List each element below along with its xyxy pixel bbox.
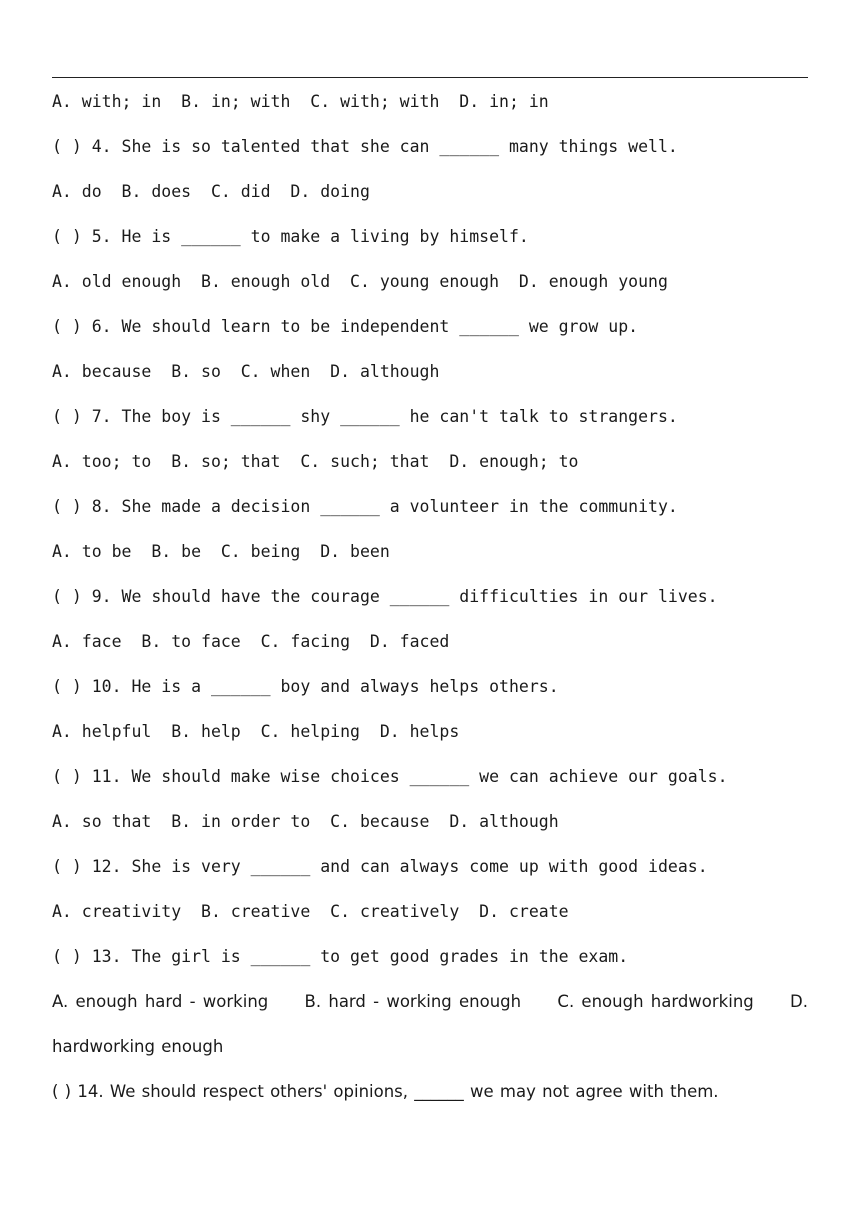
q13-option-d-label: D. xyxy=(790,992,808,1011)
q11-question: ( ) 11. We should make wise choices ______ we can achieve our goals. xyxy=(52,767,728,786)
q8-options: A. to be B. be C. being D. been xyxy=(52,542,390,561)
q13-option-a: A. enough hard - working xyxy=(52,992,269,1011)
q3-options: A. with; in B. in; with C. with; with D. in; in xyxy=(52,92,549,111)
q4-question: ( ) 4. She is so talented that she can ______ many things well. xyxy=(52,137,678,156)
q10-question: ( ) 10. He is a ______ boy and always helps others. xyxy=(52,677,559,696)
q4-options: A. do B. does C. did D. doing xyxy=(52,182,370,201)
q13-options-continued: hardworking enough xyxy=(52,1037,224,1056)
q13-option-b: B. hard - working enough xyxy=(304,992,522,1011)
q13-question: ( ) 13. The girl is ______ to get good grades in the exam. xyxy=(52,947,629,966)
q13-options xyxy=(52,989,808,1034)
q11-options: A. so that B. in order to C. because D. although xyxy=(52,812,559,831)
q5-question: ( ) 5. He is ______ to make a living by himself. xyxy=(52,227,529,246)
q6-question: ( ) 6. We should learn to be independent ______ we grow up. xyxy=(52,317,639,336)
q12-options: A. creativity B. creative C. creatively D. create xyxy=(52,902,569,921)
q6-options: A. because B. so C. when D. although xyxy=(52,362,440,381)
q10-options: A. helpful B. help C. helping D. helps xyxy=(52,722,460,741)
q9-question: ( ) 9. We should have the courage ______ difficulties in our lives. xyxy=(52,587,718,606)
header-rule xyxy=(52,77,808,78)
q5-options: A. old enough B. enough old C. young enough D. enough young xyxy=(52,272,668,291)
q9-options: A. face B. to face C. facing D. faced xyxy=(52,632,450,651)
q12-question: ( ) 12. She is very ______ and can always come up with good ideas. xyxy=(52,857,708,876)
q8-question: ( ) 8. She made a decision ______ a volunteer in the community. xyxy=(52,497,678,516)
q14-question: ( ) 14. We should respect others' opinions, ______ we may not agree with them. xyxy=(52,1082,719,1101)
q7-options: A. too; to B. so; that C. such; that D. enough; to xyxy=(52,452,579,471)
q7-question: ( ) 7. The boy is ______ shy ______ he can't talk to strangers. xyxy=(52,407,678,426)
document-body xyxy=(52,89,808,1124)
q13-option-c: C. enough hardworking xyxy=(557,992,754,1011)
